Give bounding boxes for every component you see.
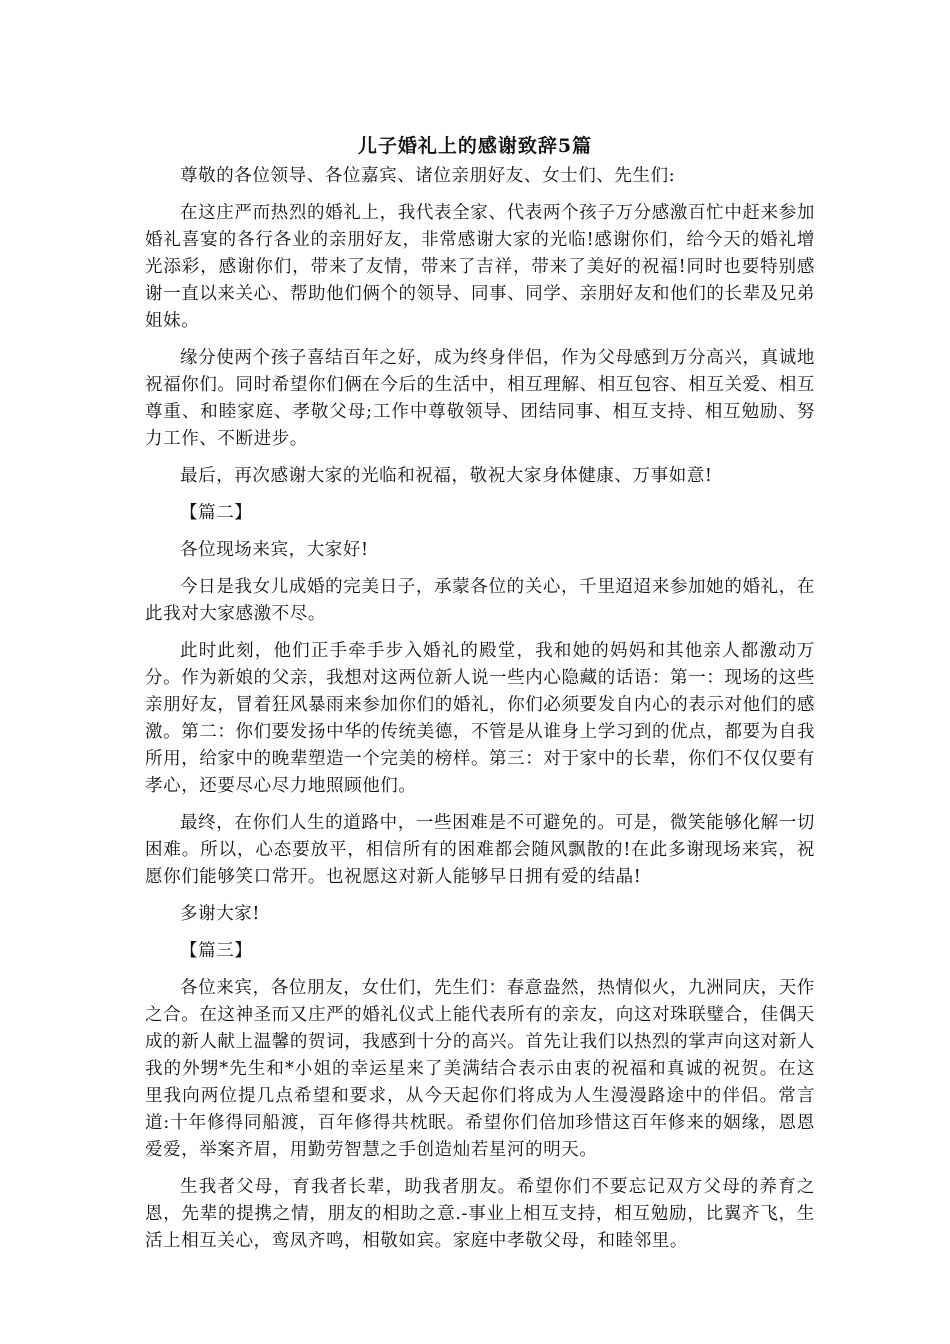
paragraph: 缘分使两个孩子喜结百年之好，成为终身伴侣，作为父母感到万分高兴，真诚地祝福你们。同时希望你们俩在今后的生活中，相互理解、相互包容、相互关爱、相互尊重、和睦家庭、孝敬父母;工作中尊敬领导、团结同事、相互支持、相互勉励、努力工作、不断进步。 [145,348,815,449]
paragraph: 多谢大家! [180,904,261,924]
paragraph: 最终，在你们人生的道路中，一些困难是不可避免的。可是，微笑能够化解一切困难。所以，心态要放平，相信所有的困难都会随风飘散的!在此多谢现场来宾，祝愿你们能够笑口常开。也祝愿这对新人能够早日拥有爱的结晶! [145,813,815,887]
document-title: 儿子婚礼上的感谢致辞5篇 [357,135,593,157]
paragraph: 各位现场来宾，大家好! [180,540,369,560]
paragraph: 此时此刻，他们正手牵手步入婚礼的殿堂，我和她的妈妈和其他亲人都激动万分。作为新娘的父亲，我想对这两位新人说一些内心隐藏的话语：第一：现场的这些亲朋好友，冒着狂风暴雨来参加你们的婚礼，你们必须要发自内心的表示对他们的感激。第二：你们要发扬中华的传统美德，不管是从谁身上学习到的优点，都要为自我所用，给家中的晚辈塑造一个完美的榜样。第三：对于家中的长辈，你们不仅仅要有孝心，还要尽心尽力地照顾他们。 [145,641,815,796]
section-heading: 【篇三】 [180,941,253,961]
paragraph: 今日是我女儿成婚的完美日子，承蒙各位的关心，千里迢迢来参加她的婚礼，在此我对大家感激不尽。 [145,577,815,624]
paragraph: 生我者父母，育我者长辈，助我者朋友。希望你们不要忘记双方父母的养育之恩，先辈的提携之情，朋友的相助之意.-事业上相互支持，相互勉励，比翼齐飞，生活上相互关心，鸾凤齐鸣，相敬如宾。家庭中孝敬父母，和睦邻里。 [145,1177,815,1251]
paragraph: 在这庄严而热烈的婚礼上，我代表全家、代表两个孩子万分感激百忙中赶来参加婚礼喜宴的各行各业的亲朋好友，非常感谢大家的光临!感谢你们，给今天的婚礼增光添彩，感谢你们，带来了友情，带来了吉祥，带来了美好的祝福!同时也要特别感谢一直以来关心、帮助他们俩个的领导、同事、同学、亲朋好友和他们的长辈及兄弟姐妹。 [145,203,815,331]
paragraph: 最后，再次感谢大家的光临和祝福，敬祝大家身体健康、万事如意! [180,466,713,486]
paragraph: 各位来宾，各位朋友，女仕们，先生们：春意盎然，热情似火，九洲同庆，天作之合。在这神圣而又庄严的婚礼仪式上能代表所有的亲友，向这对珠联璧合，佳偶天成的新人献上温馨的贺词，我感到十分的高兴。首先让我们以热烈的掌声向这对新人我的外甥*先生和*小姐的幸运星来了美满结合表示由衷的祝福和真诚的祝贺。在这里我向两位提几点希望和要求，从今天起你们将成为人生漫漫路途中的伴侣。常言道:十年修得同船渡，百年修得共枕眠。希望你们倍加珍惜这百年修来的姻缘，恩恩爱爱，举案齐眉，用勤劳智慧之手创造灿若星河的明天。 [145,978,815,1160]
paragraph-salutation: 尊敬的各位领导、各位嘉宾、诸位亲朋好友、女士们、先生们: [180,166,676,186]
document-body [145,163,815,1265]
section-heading: 【篇二】 [180,503,253,523]
